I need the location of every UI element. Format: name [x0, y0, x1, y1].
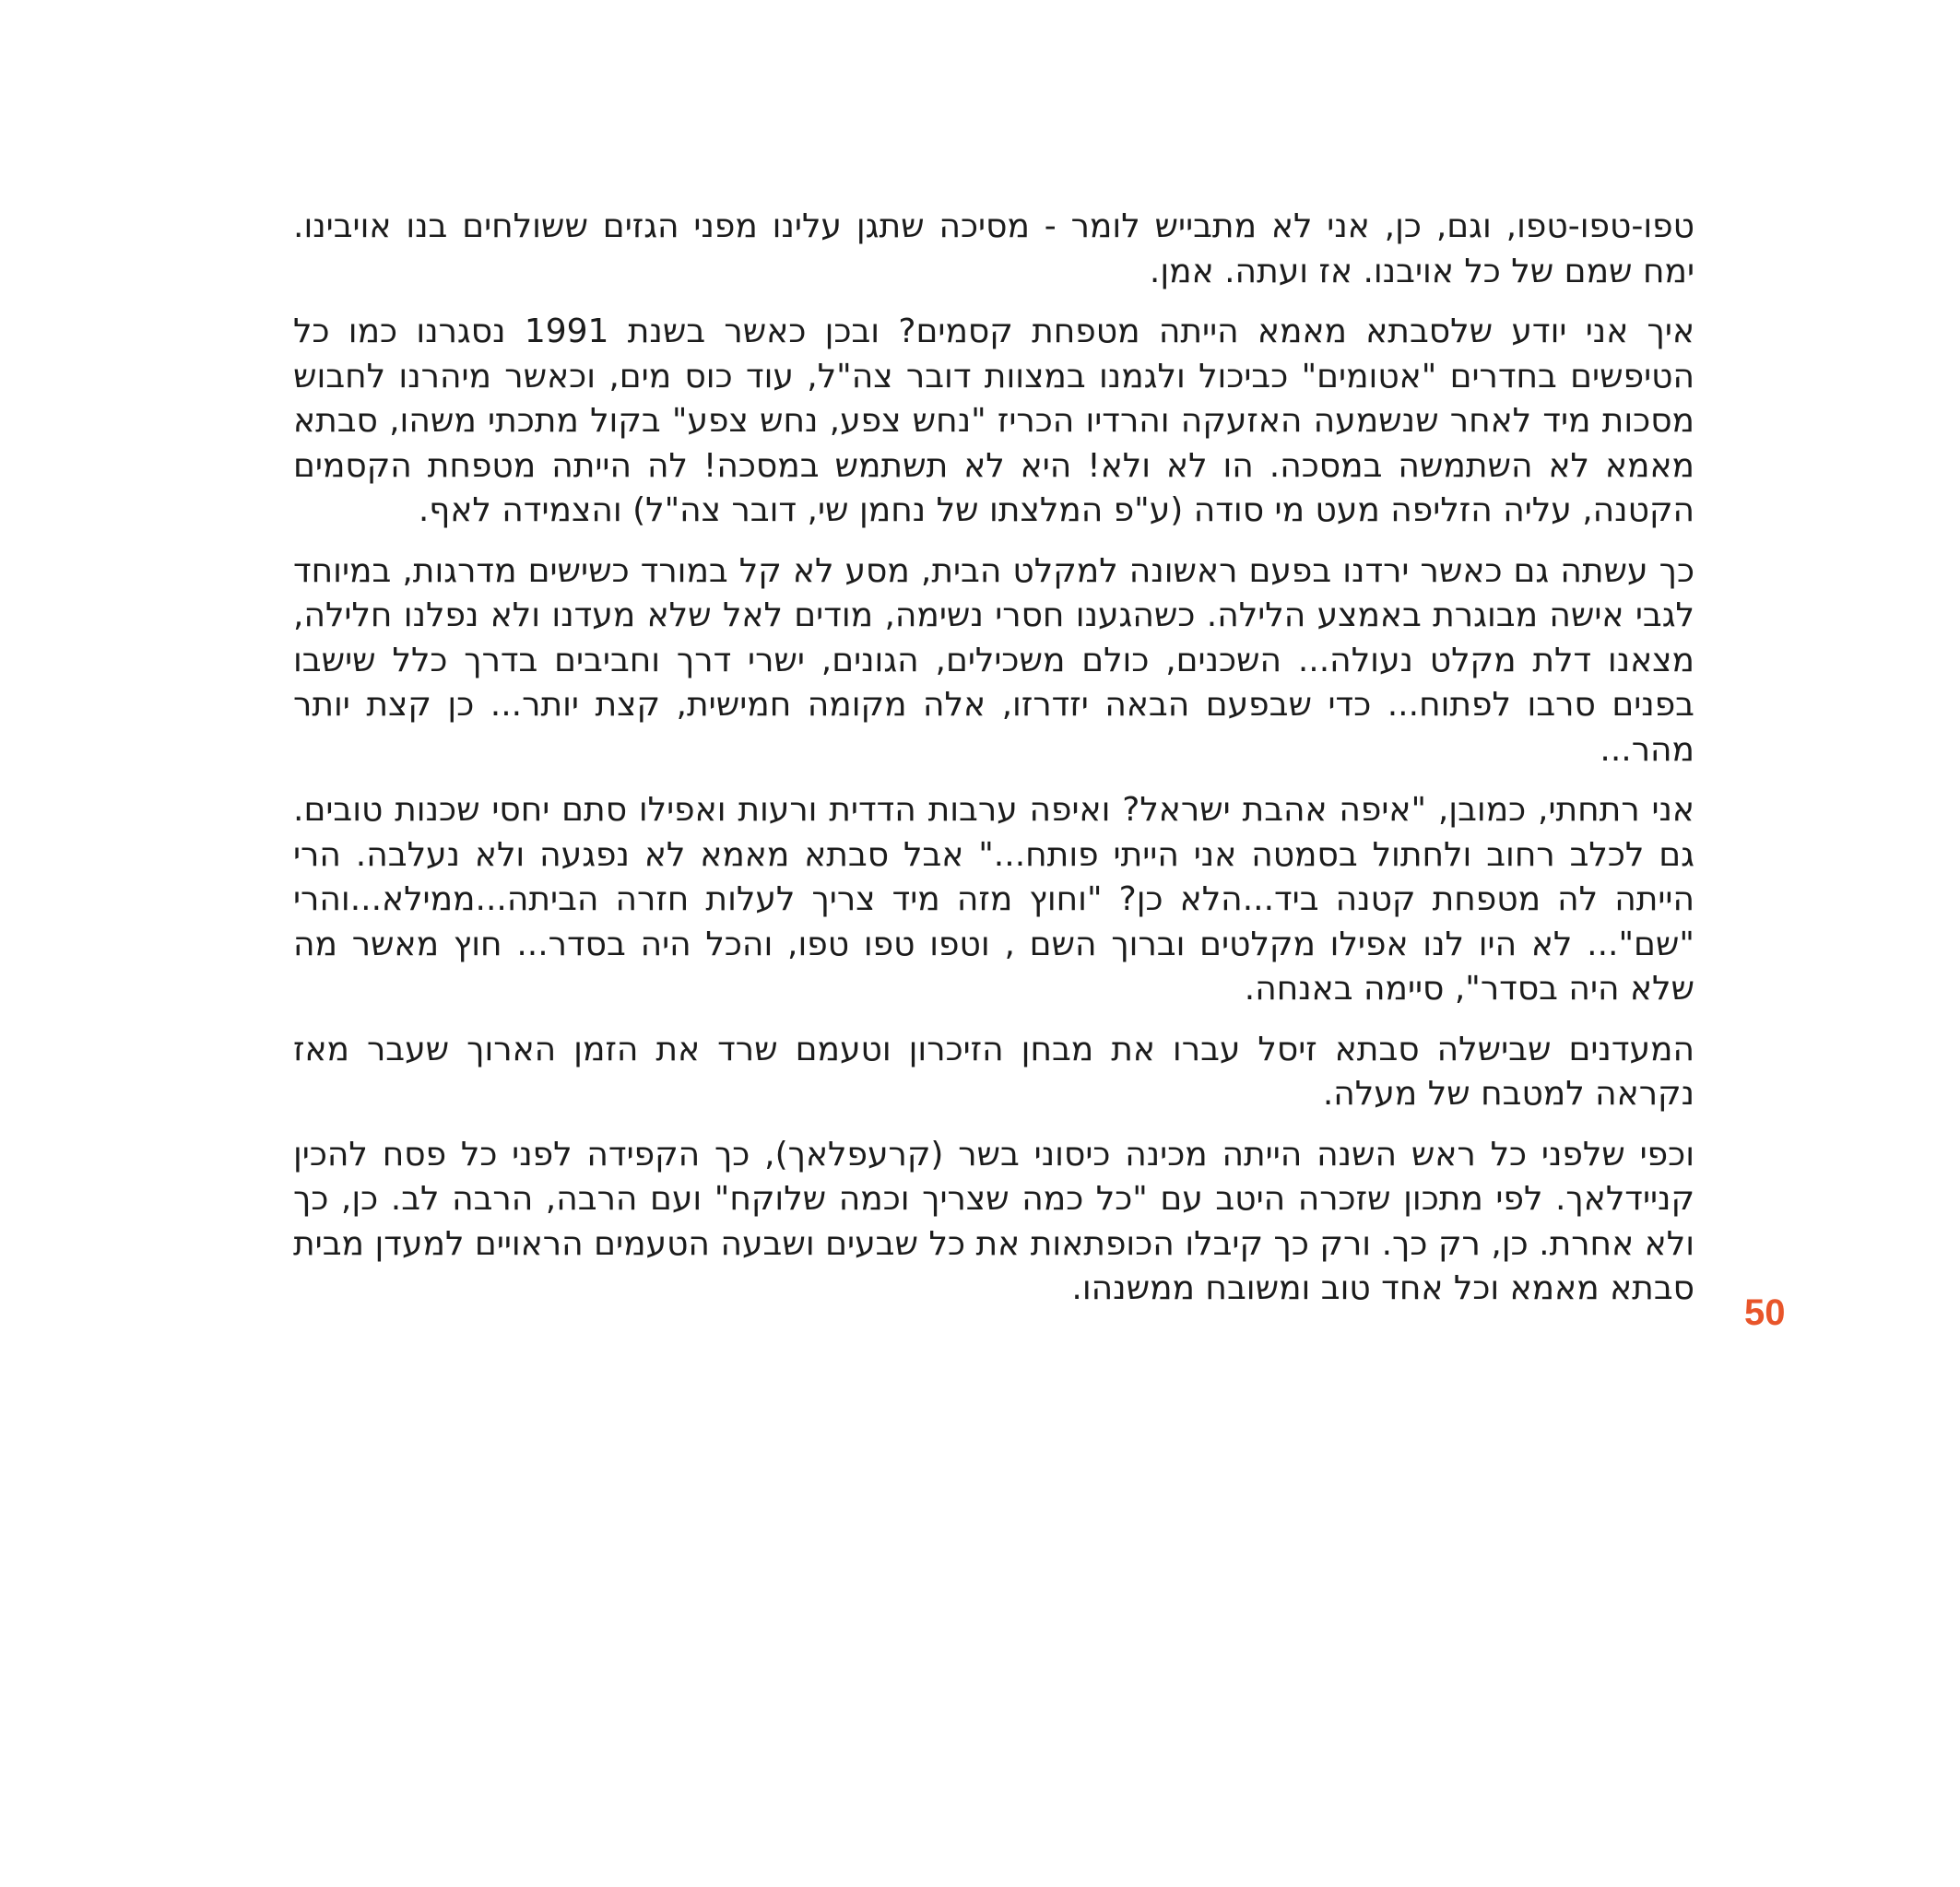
paragraph-5: המעדנים שבישלה סבתא זיסל עברו את מבחן הזיכרון וטעמם שרד את הזמן הארוך שעבר מאז נקראה למטבח של מעלה.	[293, 1030, 1694, 1113]
paragraph-3: כך עשתה גם כאשר ירדנו בפעם ראשונה למקלט הבית, מסע לא קל במורד כשישים מדרגות, במיוחד לגבי אישה מבוגרת באמצע הלילה. כשהגענו חסרי נשימה, מודים לאל שלא מעדנו ולא נפלנו חלילה, מצאנו דלת מקלט נעולה... השכנים, כולם משכילים, הגונים, ישרי דרך וחביבים בדרך כלל שישבו בפנים סרבו לפתוח... כדי שבפעם הבאה יזדרזו, אלה מקומה חמישית, קצת יותר... כן קצת יותר מהר...	[293, 551, 1694, 769]
page-number: 50	[1744, 1292, 1786, 1333]
paragraph-6: וכפי שלפני כל ראש השנה הייתה מכינה כיסוני בשר (קרעפלאך), כך הקפידה לפני כל פסח להכין קניידלאך. לפי מתכון שזכרה היטב עם "כל כמה שצריך וכמה שלוקח" ועם הרבה, הרבה לב. כן, כך ולא אחרת. כן, רק כך. ורק כך קיבלו הכופתאות את כל שבעים ושבעה הטעמים הראויים למעדן מבית סבתא מאמא וכל אחד טוב ומשובח ממשנהו.	[293, 1135, 1694, 1307]
paragraph-2: איך אני יודע שלסבתא מאמא הייתה מטפחת קסמים? ובכן כאשר בשנת 1991 נסגרנו כמו כל הטיפשים בחדרים "אטומים" כביכול ולגמנו במצוות דובר צה"ל, עוד כוס מים, וכאשר מיהרנו לחבוש מסכות מיד לאחר שנשמעה האזעקה והרדיו הכריז "נחש צפע, נחש צפע" בקול מתכתי משהו, סבתא מאמא לא השתמשה במסכה. הו לא ולא! היא לא תשתמש במסכה! לה הייתה מטפחת הקסמים הקטנה, עליה הזליפה מעט מי סודה (ע"פ המלצתו של נחמן שי, דובר צה"ל) והצמידה לאף.	[293, 313, 1695, 529]
paragraph-4: אני רתחתי, כמובן, "איפה אהבת ישראל? ואיפה ערבות הדדית ורעות ואפילו סתם יחסי שכנות טובים. גם לכלב רחוב ולחתול בסמטה אני הייתי פותח..." אבל סבתא מאמא לא נפגעה ולא נעלבה. הרי הייתה לה מטפחת קטנה ביד...הלא כן? "וחוץ מזה מיד צריך לעלות חזרה הביתה...ממילא...והרי "שם"... לא היו לנו אפילו מקלטים וברוך השם , וטפו טפו טפו, והכל היה בסדר... חוץ מאשר מה שלא היה בסדר", סיימה באנחה.	[293, 791, 1694, 1008]
body-text	[293, 205, 1694, 1327]
paragraph-1: טפו-טפו-טפו, וגם, כן, אני לא מתבייש לומר - מסיכה שתגן עלינו מפני הגזים ששולחים בנו אויבינו. ימח שמם של כל אויבנו. אז ועתה. אמן.	[293, 207, 1694, 290]
